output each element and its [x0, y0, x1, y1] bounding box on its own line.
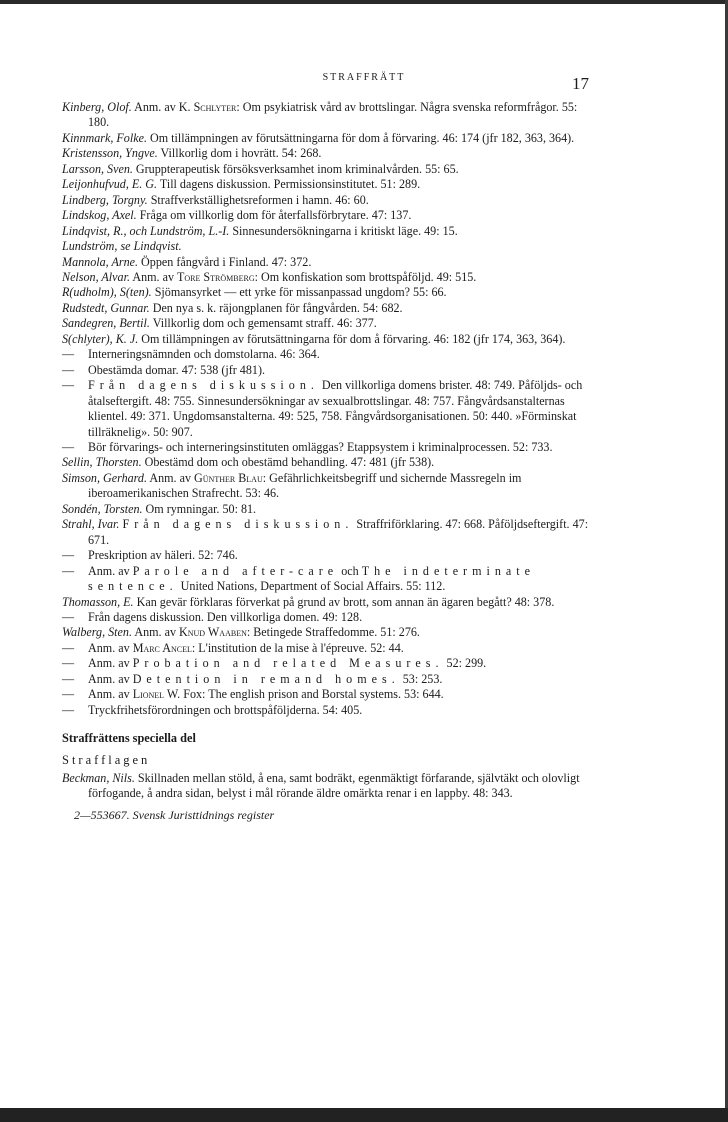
- entry-lundstrom: Lundström, se Lindqvist.: [62, 239, 182, 254]
- dash: —: [62, 640, 75, 655]
- footer-signature: 2—553667. Svensk Juristtidnings register: [74, 807, 275, 822]
- entry-sandegren: Sandegren, Bertil. Villkorlig dom och gemensamt straff. 46: 377.: [62, 316, 377, 331]
- entry-kinberg: Kinberg, Olof. Anm. av K. Schlyter: Om psykiatrisk vård av brottslingar. Några svenska reformfrågor. 55: 180.: [62, 100, 578, 130]
- dash: —: [62, 656, 75, 671]
- entry-rudstedt: Rudstedt, Gunnar. Den nya s. k. räjongplanen för fångvården. 54: 682.: [62, 300, 403, 315]
- scan-edge-top: [0, 0, 728, 4]
- dash: —: [62, 347, 75, 362]
- dash: —: [62, 362, 75, 377]
- section-heading: Straffrättens speciella del: [62, 731, 196, 746]
- sub-entry: — Preskription av häleri. 52: 746.: [62, 548, 238, 563]
- entry-mannola: Mannola, Arne. Öppen fångvård i Finland. 47: 372.: [62, 254, 312, 269]
- entry-lindberg: Lindberg, Torgny. Straffverkställighetsreformen i hamn. 46: 60.: [62, 192, 369, 207]
- register-content: [62, 100, 592, 823]
- entry-strahl: Strahl, Ivar. Från dagens diskussion. Straffriförklaring. 47: 668. Påföljdseftergift. 47: 671.: [62, 517, 589, 547]
- sub-entry: — Bör förvarings- och interneringsinstituten omläggas? Etappsystem i kriminalprocessen. 52: 733.: [62, 439, 553, 454]
- sub-entry: — Anm. av Marc Ancel: L'institution de la mise à l'épreuve. 52: 44.: [62, 640, 404, 655]
- dash: —: [62, 439, 75, 454]
- entry-beckman: Beckman, Nils. Skillnaden mellan stöld, å ena, samt bodräkt, egenmäktigt förfarande, självtäkt och olovligt förfogande, å andra sidan, belyst i mål rörande äldre omärkta renar i en lappby. 48: 343.: [62, 771, 580, 801]
- running-header: STRAFFRÄTT: [322, 72, 406, 83]
- dash: —: [62, 671, 75, 686]
- entry-kristensson: Kristensson, Yngve. Villkorlig dom i hovrätt. 54: 268.: [62, 146, 322, 161]
- dash: —: [62, 563, 75, 578]
- entry-schlyter: S(chlyter), K. J. Om tillämpningen av förutsättningarna för dom å förvaring. 46: 182 (jfr 174, 363, 364).: [62, 331, 566, 346]
- entry-sellin: Sellin, Thorsten. Obestämd dom och obestämd behandling. 47: 481 (jfr 538).: [62, 455, 435, 470]
- sub-entry: — Anm. av Detention in remand homes. 53: 253.: [62, 671, 443, 686]
- entry-sonden: Sondén, Torsten. Om rymningar. 50: 81.: [62, 501, 257, 516]
- sub-entry: — Anm. av Lionel W. Fox: The english prison and Borstal systems. 53: 644.: [62, 687, 444, 702]
- page-number: 17: [572, 74, 589, 93]
- subsection-heading: Strafflagen: [62, 752, 151, 767]
- entry-larsson: Larsson, Sven. Gruppterapeutisk försöksverksamhet inom kriminalvården. 55: 65.: [62, 161, 459, 176]
- entry-nelson: Nelson, Alvar. Anm. av Tore Strömberg: Om konfiskation som brottspåföljd. 49: 515.: [62, 269, 477, 284]
- sub-entry: — Obestämda domar. 47: 538 (jfr 481).: [62, 362, 266, 377]
- entry-kinnmark: Kinnmark, Folke. Om tillämpningen av förutsättningarna för dom å förvaring. 46: 174 (jfr 182, 363, 364).: [62, 130, 575, 145]
- dash: —: [62, 378, 75, 393]
- dash: —: [62, 687, 75, 702]
- sub-entry: — Från dagens diskussion. Den villkorliga domens brister. 48: 749. Påföljds- och åtalseftergift. 48: 755. Sinnesundersökningar av sexualbrottslingar. 48: 757. Fångvårdsanstalternas klientel. 49: 371. Ungdomsanstalterna. 49: 525, 758. Fångvårdsorganisationen. 50: 440. »Förminskat tillräknelig». 50: 907.: [62, 378, 583, 439]
- scan-edge-bottom: [0, 1108, 728, 1122]
- entry-simson: Simson, Gerhard. Anm. av Günther Blau: Gefährlichkeitsbegriff und sichernde Massregeln im iberoamerikanischen Strafrecht. 53: 46.: [62, 470, 522, 501]
- sub-entry: — Anm. av Probation and related Measures. 52: 299.: [62, 656, 487, 671]
- dash: —: [62, 548, 75, 563]
- sub-entry: — Interneringsnämnden och domstolarna. 46: 364.: [62, 347, 320, 362]
- dash: —: [62, 702, 75, 717]
- sub-entry: — Tryckfrihetsförordningen och brottspåföljderna. 54: 405.: [62, 702, 363, 717]
- sub-entry: — Från dagens diskussion. Den villkorliga domen. 49: 128.: [62, 609, 363, 624]
- entry-thomasson: Thomasson, E. Kan gevär förklaras förverkat på grund av brott, som annan än ägaren begått? 48: 378.: [62, 594, 555, 609]
- entry-lindqvist: Lindqvist, R., och Lundström, L.-I. Sinnesundersökningarna i kritiskt läge. 49: 15.: [62, 223, 458, 238]
- entry-walberg: Walberg, Sten. Anm. av Knud Waaben: Betingede Straffedomme. 51: 276.: [62, 625, 420, 640]
- sub-entry: — Anm. av Parole and after-care och The indeterminate sentence. United Nations, Department of Social Affairs. 55: 112.: [62, 563, 535, 594]
- entry-rudholm: R(udholm), S(ten). Sjömansyrket — ett yrke för missanpassad ungdom? 55: 66.: [62, 285, 447, 300]
- entry-lindskog: Lindskog, Axel. Fråga om villkorlig dom för återfallsförbrytare. 47: 137.: [62, 208, 412, 223]
- dash: —: [62, 609, 75, 624]
- entry-leijonhufvud: Leijonhufvud, E. G. Till dagens diskussion. Permissionsinstitutet. 51: 289.: [62, 177, 421, 192]
